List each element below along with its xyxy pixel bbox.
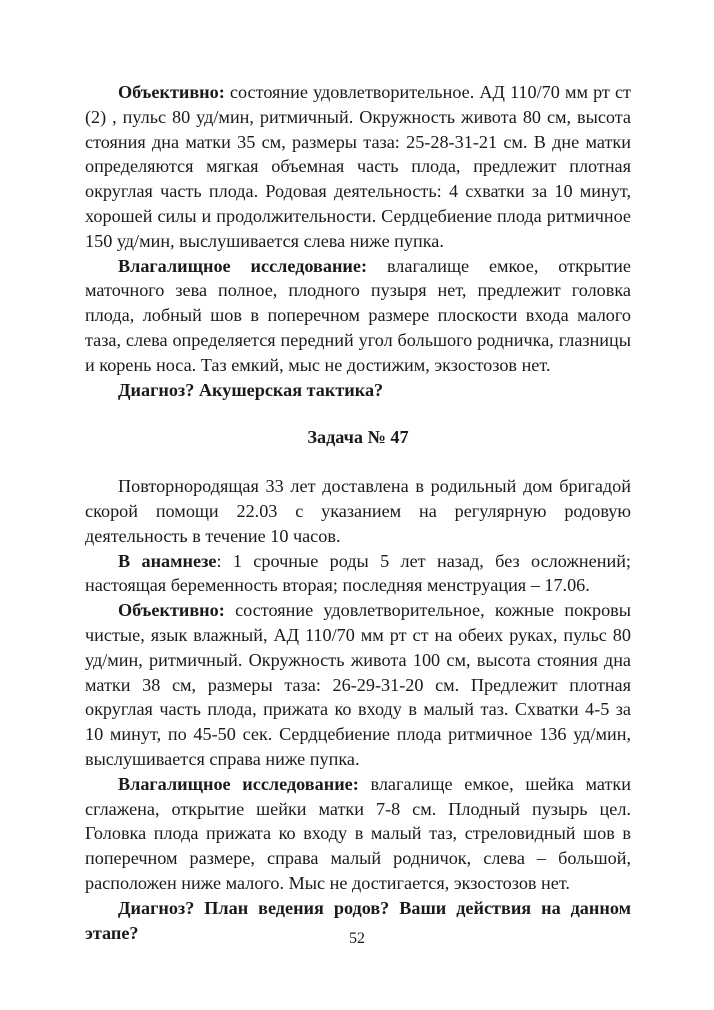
task47-vaginal-text: влагалище емкое, шейка матки сглажена, открытие шейки матки 7-8 см. Плодный пузырь цел. Головка плода прижата ко входу в малый таз, стреловидный шов в поперечном размере, справа малый родничок, слева – большой, расположен ниже малого. Мыс не достигается, экзостозов нет. [85,773,631,893]
task46-vaginal-paragraph [85,254,631,378]
task46-objective-text: состояние удовлетворительное. АД 110/70 мм рт ст (2) , пульс 80 уд/мин, ритмичный. Окружность живота 80 см, высота стояния дна матки 35 см, размеры таза: 25-28-31-21 см. В дне матки определяются мягкая объемная часть плода, предлежит плотная округлая часть плода. Родовая деятельность: 4 схватки за 10 минут, хорошей силы и продолжительности. Сердцебиение плода ритмичное 150 уд/мин, выслушивается слева ниже пупка. [85,82,631,251]
task47-intro-paragraph: Повторнородящая 33 лет доставлена в родильный дом бригадой скорой помощи 22.03 с указанием на регулярную родовую деятельность в течение 10 часов. [85,476,631,546]
task47-anamnesis-label: В анамнезе [118,550,217,571]
page-number: 52 [349,930,365,947]
task47-objective-text: состояние удовлетворительное, кожные покровы чистые, язык влажный, АД 110/70 мм рт ст на обеих руках, пульс 80 уд/мин, ритмичный. Окружность живота 100 см, высота стояния дна матки 38 см, размеры таза: 26-29-31-20 см. Предлежит плотная округлая часть плода, прижата ко входу в малый таз. Схватки 4-5 за 10 минут, по 45-50 сек. Сердцебиение плода ритмичное 136 уд/мин, выслушивается справа ниже пупка. [85,600,631,769]
task46-question: Диагноз? Акушерская тактика? [118,379,384,400]
task46-vaginal-label: Влагалищное исследование: [118,255,368,276]
task47-anamnesis-text: : 1 срочные роды 5 лет назад, без осложнений; настоящая беременность вторая; последняя менструация – 17.06. [85,550,631,596]
task47-vaginal-paragraph [85,772,631,896]
task46-objective-paragraph [85,80,631,254]
task47-objective-paragraph [85,598,631,772]
spacer [85,402,631,425]
task47-title: Задача № 47 [307,427,409,448]
spacer [85,450,631,474]
task47-vaginal-label: Влагалищное исследование: [118,773,359,794]
task47-question: Диагноз? План ведения родов? Ваши действия на данном этапе? [85,897,631,943]
task46-objective-label: Объективно: [118,82,225,102]
page-content [85,80,631,945]
task47-anamnesis-paragraph [85,549,631,599]
task47-objective-label: Объективно: [118,600,225,621]
task46-question-paragraph [85,378,631,403]
task46-vaginal-text: влагалище емкое, открытие маточного зева полное, плодного пузыря нет, предлежит головка плода, лобный шов в поперечном размере плоскости входа малого таза, слева определяется передний угол большого родничка, глазницы и корень носа. Таз емкий, мыс не достижим, экзостозов нет. [85,255,631,375]
